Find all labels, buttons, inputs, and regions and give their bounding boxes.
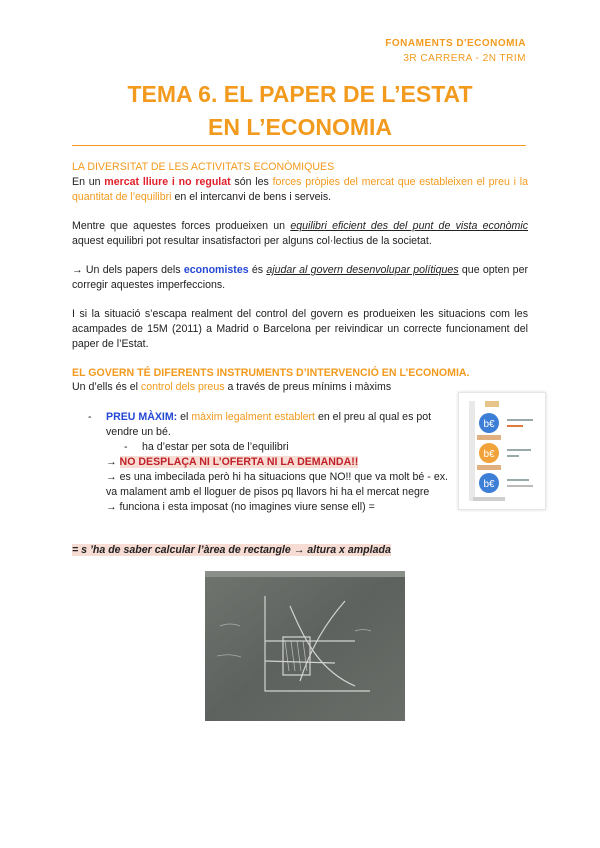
list-line-works: → funciona i esta imposat (no imagines viure sense ell) = [106,501,375,513]
price-levels-graphic [459,393,545,509]
price-ceiling-list [88,410,448,515]
title-divider [72,145,526,146]
svg-text:b€: b€ [483,419,495,430]
blackboard-sketch [205,571,405,721]
sub-list-item: - ha d’estar per sota de l’equilibri [124,441,289,453]
section-1-heading: LA DIVERSITAT DE LES ACTIVITATS ECONÒMIQUES [72,161,335,173]
page-title [0,78,600,144]
title-line-2: EN L’ECONOMIA [207,114,392,140]
svg-text:b€: b€ [483,479,495,490]
paragraph-equilibrium: Mentre que aquestes forces produeixen un equilibri eficient des del punt de vista econòmic aquest equilibri pot resultar insatisfactori per alguns col·lectius de la societat. [72,220,529,247]
paragraph-economists: → Un dels papers dels economistes és ajudar al govern desenvolupar polítiques que opten per corregir aquestes imperfeccions. [72,264,528,291]
list-item-max-price: - PREU MÀXIM: el màxim legalment establert en el preu al qual es pot vendre un bé. [88,411,432,438]
rectangle-area-note: = s ’ha de saber calcular l’àrea de rectangle → altura x amplada [72,544,391,556]
list-line-no-shift: → NO DESPLAÇA NI L’OFERTA NI LA DEMANDA!! [106,456,359,468]
paragraph-15m: I si la situació s’escapa realment del control del govern es produeixen les situacions com les acampades de 15M (2011) a Madrid o Barcelona per reivindicar un correcte funcionament del paper de l’Estat. [72,308,528,350]
section-2-heading: EL GOVERN TÉ DIFERENTS INSTRUMENTS D’INTERVENCIÓ EN L’ECONOMIA. [72,367,470,379]
paragraph-free-market: En un mercat lliure i no regulat són les forces pròpies del mercat que estableixen el preu i la quantitat de l’equilibri en el intercanvi de bens i serveis. [72,176,528,203]
blackboard-photo [205,571,405,721]
title-line-1: TEMA 6. EL PAPER DE L’ESTAT [127,81,473,107]
list-line-black-market: → es una imbecilada però hi ha situacions que NO!! que va molt bé - ex. va malament amb el lloguer de pisos pq llavors hi ha el mercat negre [106,471,448,498]
header-course: FONAMENTS D'ECONOMIA [385,38,526,49]
paragraph-price-control: Un d’ells és el control dels preus a través de preus mínims i màxims [72,381,392,393]
header-term: 3R CARRERA - 2N TRIM [403,53,526,64]
svg-text:b€: b€ [483,449,495,460]
price-levels-illustration [458,392,546,510]
